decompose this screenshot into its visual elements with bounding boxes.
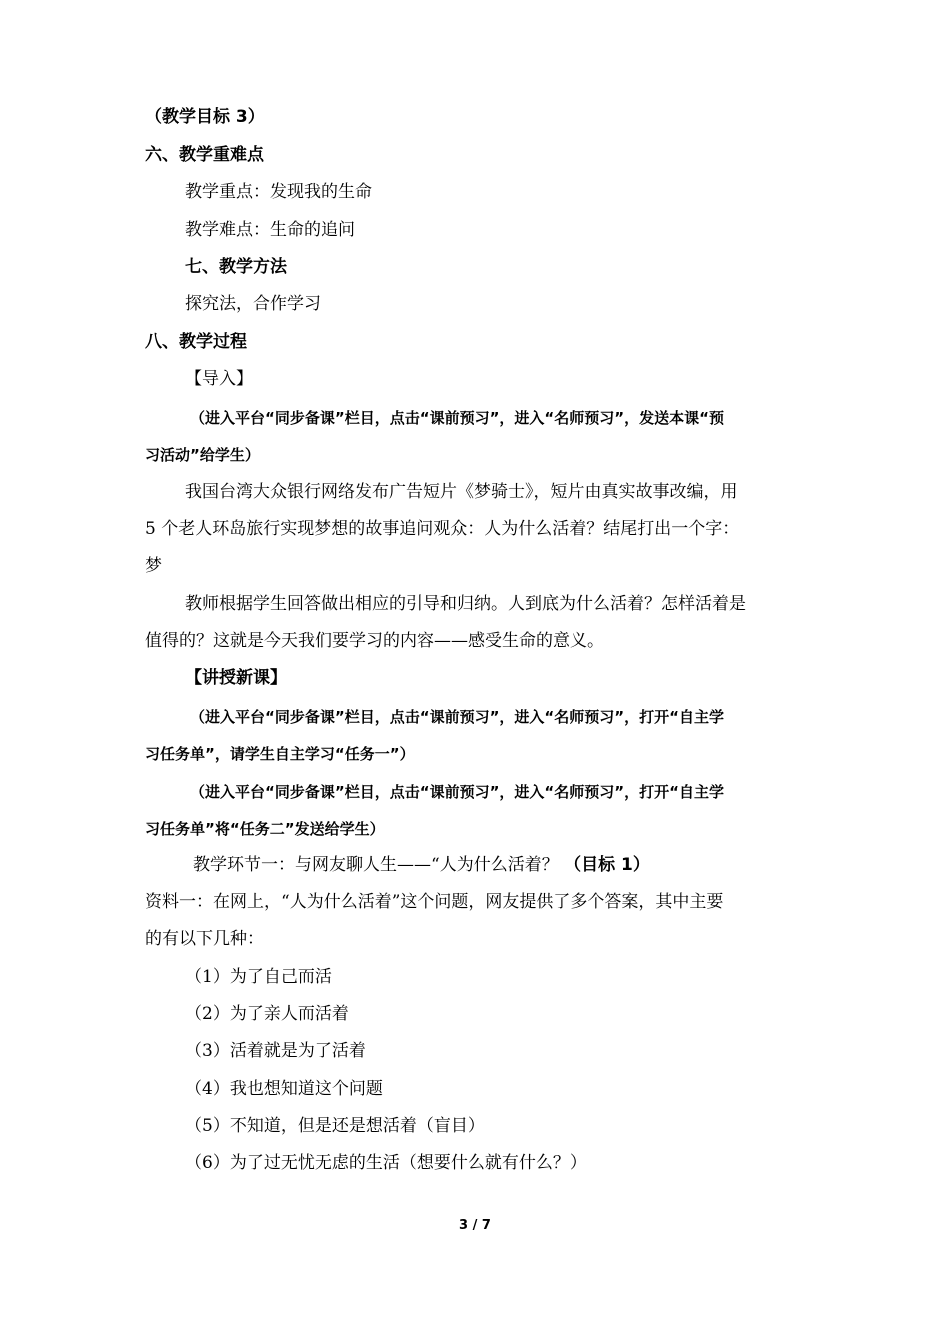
section-6-heading: 六、教学重难点 [145,145,264,165]
page-number: 3 / 7 [459,1218,491,1233]
methods-text: 探究法，合作学习 [185,294,321,314]
answer-item-4: （4）我也想知道这个问题 [185,1079,383,1099]
answer-item-1: （1）为了自己而活 [185,967,332,987]
section-7-heading: 七、教学方法 [185,257,287,277]
material-1-line-2: 的有以下几种： [145,929,264,949]
paragraph-1-line-1: 我国台湾大众银行网络发布广告短片《梦骑士》，短片由真实故事改编，用 [185,482,738,502]
paragraph-2-line-1: 教师根据学生回答做出相应的引导和归纳。人到底为什么活着？怎样活着是 [185,594,746,614]
platform-note-3b: 习任务单”将“任务二”发送给学生） [145,820,385,838]
segment-1-line [193,855,650,875]
answer-item-5: （5）不知道，但是还是想活着（盲目） [185,1116,485,1136]
platform-note-2b: 习任务单”，请学生自主学习“任务一”） [145,745,415,763]
platform-note-3a: （进入平台“同步备课”栏目，点击“课前预习”，进入“名师预习”，打开“自主学 [190,783,725,801]
paragraph-1-line-2: 5 个老人环岛旅行实现梦想的故事追问观众：人为什么活着？结尾打出一个字： [145,519,740,539]
section-8-heading: 八、教学过程 [145,332,247,352]
segment-1-goal: （目标 1） [564,855,650,875]
platform-note-2a: （进入平台“同步备课”栏目，点击“课前预习”，进入“名师预习”，打开“自主学 [190,708,725,726]
material-1-line-1: 资料一：在网上，“人为什么活着”这个问题，网友提供了多个答案，其中主要 [145,892,724,912]
platform-note-1a: （进入平台“同步备课”栏目，点击“课前预习”，进入“名师预习”，发送本课“预 [190,409,725,427]
key-point: 教学重点：发现我的生命 [185,182,372,202]
difficult-point: 教学难点：生命的追问 [185,220,355,240]
new-lesson-label: 【讲授新课】 [185,668,287,688]
goal-ref-3: （教学目标 3） [145,107,265,127]
answer-item-2: （2）为了亲人而活着 [185,1004,349,1024]
platform-note-1b: 习活动”给学生） [145,446,260,464]
paragraph-2-line-2: 值得的？这就是今天我们要学习的内容——感受生命的意义。 [145,631,604,651]
paragraph-1-line-3: 梦 [145,556,162,576]
answer-item-6: （6）为了过无忧无虑的生活（想要什么就有什么？） [185,1153,587,1173]
intro-label: 【导入】 [185,369,253,389]
answer-item-3: （3）活着就是为了活着 [185,1041,366,1061]
segment-1-title: 教学环节一：与网友聊人生——“人为什么活着？ [193,855,559,875]
